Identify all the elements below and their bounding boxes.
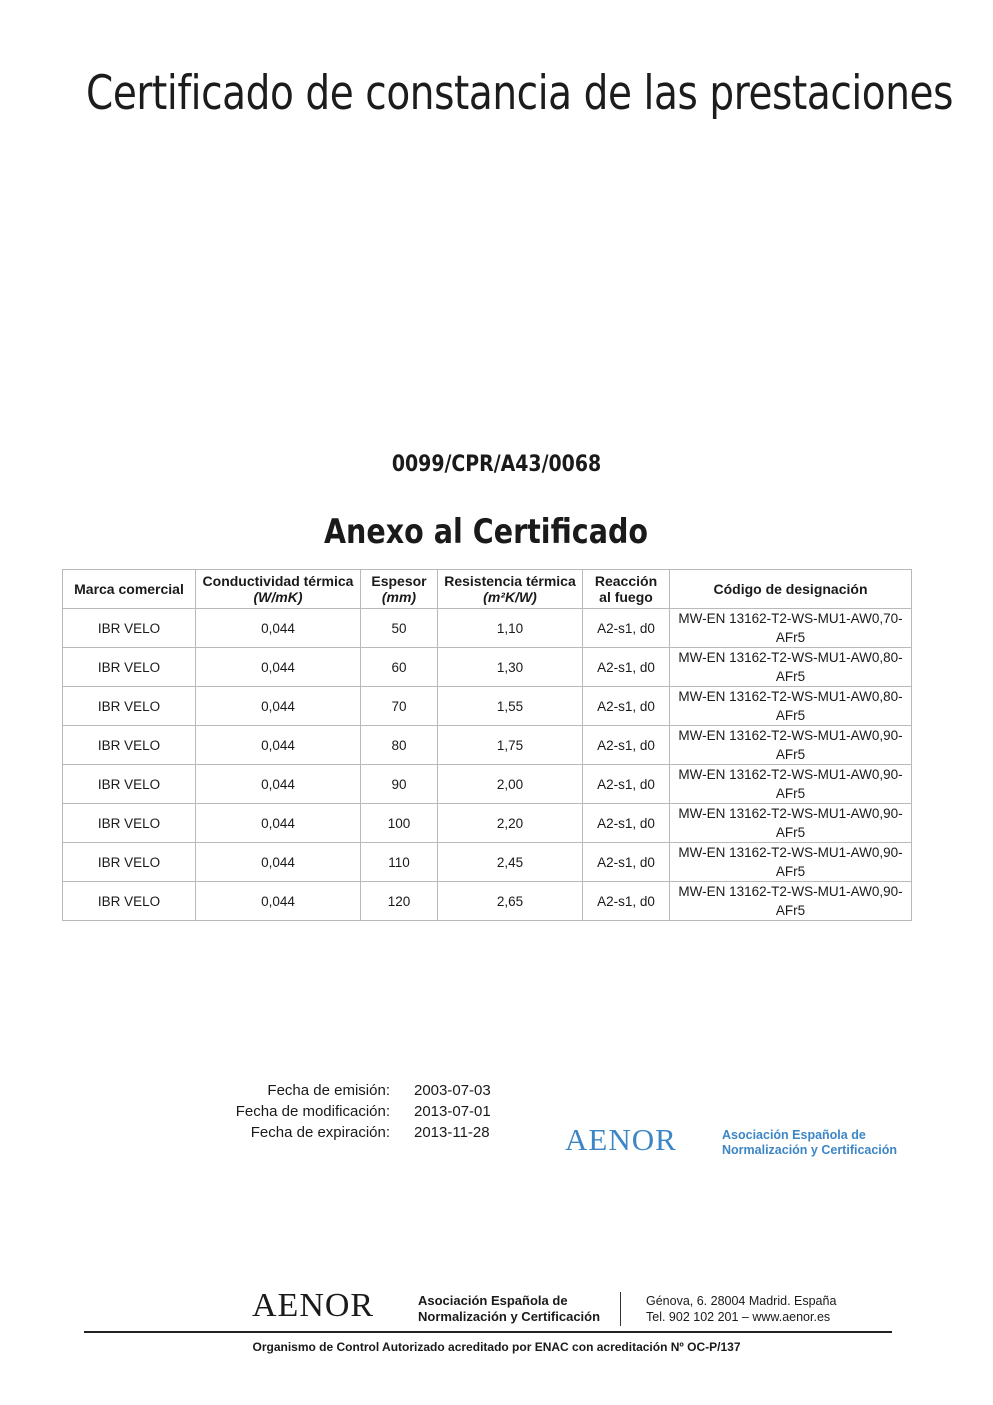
cell-designation-code: MW-EN 13162-T2-WS-MU1-AW0,90-AFr5 xyxy=(670,726,912,765)
cell-designation-code: MW-EN 13162-T2-WS-MU1-AW0,90-AFr5 xyxy=(670,882,912,921)
table-row xyxy=(63,882,912,921)
header-label: Resistencia térmica xyxy=(444,573,576,589)
cell-conductivity: 0,044 xyxy=(196,804,361,843)
header-resistance xyxy=(438,570,583,609)
cell-conductivity: 0,044 xyxy=(196,726,361,765)
table-row xyxy=(63,843,912,882)
cell-brand: IBR VELO xyxy=(63,687,196,726)
header-designation-code xyxy=(670,570,912,609)
cell-brand: IBR VELO xyxy=(63,843,196,882)
modification-date-label: Fecha de modificación: xyxy=(235,1103,390,1120)
cell-brand: IBR VELO xyxy=(63,609,196,648)
cell-thickness: 80 xyxy=(361,726,438,765)
header-thickness xyxy=(361,570,438,609)
cell-brand: IBR VELO xyxy=(63,765,196,804)
header-label: Espesor xyxy=(371,573,427,589)
header-unit: (mm) xyxy=(381,589,417,605)
cell-designation-code: MW-EN 13162-T2-WS-MU1-AW0,70-AFr5 xyxy=(670,609,912,648)
cell-brand: IBR VELO xyxy=(63,804,196,843)
header-conductivity xyxy=(196,570,361,609)
cell-fire-reaction: A2-s1, d0 xyxy=(583,687,670,726)
expiration-date-label: Fecha de expiración: xyxy=(250,1124,390,1141)
cell-conductivity: 0,044 xyxy=(196,765,361,804)
modification-date-value: 2013-07-01 xyxy=(414,1103,491,1120)
footer-contact-line: Tel. 902 102 201 – www.aenor.es xyxy=(646,1310,831,1324)
aenor-stamp-logo: AENOR xyxy=(565,1122,677,1157)
cell-thickness: 70 xyxy=(361,687,438,726)
cell-fire-reaction: A2-s1, d0 xyxy=(583,765,670,804)
cell-designation-code: MW-EN 13162-T2-WS-MU1-AW0,90-AFr5 xyxy=(670,804,912,843)
cell-designation-code: MW-EN 13162-T2-WS-MU1-AW0,80-AFr5 xyxy=(670,687,912,726)
cell-resistance: 1,55 xyxy=(438,687,583,726)
header-label: Reacción xyxy=(594,573,658,589)
cell-resistance: 2,00 xyxy=(438,765,583,804)
modification-date-row xyxy=(230,1101,491,1122)
cell-fire-reaction: A2-s1, d0 xyxy=(583,804,670,843)
footer-address xyxy=(646,1293,836,1325)
cell-fire-reaction: A2-s1, d0 xyxy=(583,882,670,921)
header-unit: al fuego xyxy=(599,589,653,605)
footer-rule xyxy=(84,1331,892,1333)
aenor-stamp-org xyxy=(722,1128,897,1158)
header-fire-reaction xyxy=(583,570,670,609)
header-label: Código de designación xyxy=(713,581,868,597)
header-unit: (m²K/W) xyxy=(483,589,537,605)
table-row xyxy=(63,804,912,843)
stamp-org-line: Asociación Española de xyxy=(722,1128,866,1142)
table-row xyxy=(63,609,912,648)
footer-org-line: Asociación Española de xyxy=(418,1293,568,1308)
table-row xyxy=(63,765,912,804)
table-body xyxy=(63,609,912,921)
annex-table-container xyxy=(62,569,912,921)
document-title: Certificado de constancia de las prestaciones xyxy=(86,66,954,121)
cell-thickness: 50 xyxy=(361,609,438,648)
issue-date-row xyxy=(230,1080,491,1101)
footer-address-line: Génova, 6. 28004 Madrid. España xyxy=(646,1294,837,1308)
footer-org-line: Normalización y Certificación xyxy=(418,1309,601,1324)
certificate-number: 0099/CPR/A43/0068 xyxy=(391,452,602,477)
cell-resistance: 2,45 xyxy=(438,843,583,882)
cell-fire-reaction: A2-s1, d0 xyxy=(583,726,670,765)
table-header-row xyxy=(63,570,912,609)
cell-thickness: 110 xyxy=(361,843,438,882)
cell-resistance: 1,30 xyxy=(438,648,583,687)
stamp-org-line: Normalización y Certificación xyxy=(722,1143,898,1157)
cell-resistance: 1,75 xyxy=(438,726,583,765)
certificate-dates xyxy=(230,1080,491,1143)
cell-designation-code: MW-EN 13162-T2-WS-MU1-AW0,90-AFr5 xyxy=(670,765,912,804)
annex-table xyxy=(62,569,912,921)
cell-designation-code: MW-EN 13162-T2-WS-MU1-AW0,80-AFr5 xyxy=(670,648,912,687)
cell-conductivity: 0,044 xyxy=(196,843,361,882)
issue-date-label: Fecha de emisión: xyxy=(267,1082,390,1099)
footer-accreditation-note: Organismo de Control Autorizado acreditado por ENAC con acreditación Nº OC-P/137 xyxy=(252,1340,741,1354)
cell-resistance: 2,65 xyxy=(438,882,583,921)
cell-designation-code: MW-EN 13162-T2-WS-MU1-AW0,90-AFr5 xyxy=(670,843,912,882)
cell-fire-reaction: A2-s1, d0 xyxy=(583,843,670,882)
header-unit: (W/mK) xyxy=(253,589,303,605)
footer-aenor-logo: AENOR xyxy=(252,1287,375,1324)
header-label: Conductividad térmica xyxy=(202,573,354,589)
header-brand xyxy=(63,570,196,609)
header-label: Marca comercial xyxy=(74,581,184,597)
cell-thickness: 120 xyxy=(361,882,438,921)
cell-brand: IBR VELO xyxy=(63,726,196,765)
cell-conductivity: 0,044 xyxy=(196,687,361,726)
cell-thickness: 60 xyxy=(361,648,438,687)
cell-resistance: 2,20 xyxy=(438,804,583,843)
cell-conductivity: 0,044 xyxy=(196,609,361,648)
cell-conductivity: 0,044 xyxy=(196,648,361,687)
cell-brand: IBR VELO xyxy=(63,648,196,687)
footer-divider xyxy=(620,1292,621,1326)
footer-org-name xyxy=(418,1293,600,1325)
table-row xyxy=(63,648,912,687)
cell-brand: IBR VELO xyxy=(63,882,196,921)
cell-conductivity: 0,044 xyxy=(196,882,361,921)
table-row xyxy=(63,726,912,765)
expiration-date-row xyxy=(230,1122,491,1143)
annex-title: Anexo al Certificado xyxy=(323,512,649,552)
cell-fire-reaction: A2-s1, d0 xyxy=(583,609,670,648)
cell-resistance: 1,10 xyxy=(438,609,583,648)
cell-thickness: 90 xyxy=(361,765,438,804)
cell-thickness: 100 xyxy=(361,804,438,843)
cell-fire-reaction: A2-s1, d0 xyxy=(583,648,670,687)
table-row xyxy=(63,687,912,726)
issue-date-value: 2003-07-03 xyxy=(414,1082,491,1099)
expiration-date-value: 2013-11-28 xyxy=(414,1124,490,1141)
